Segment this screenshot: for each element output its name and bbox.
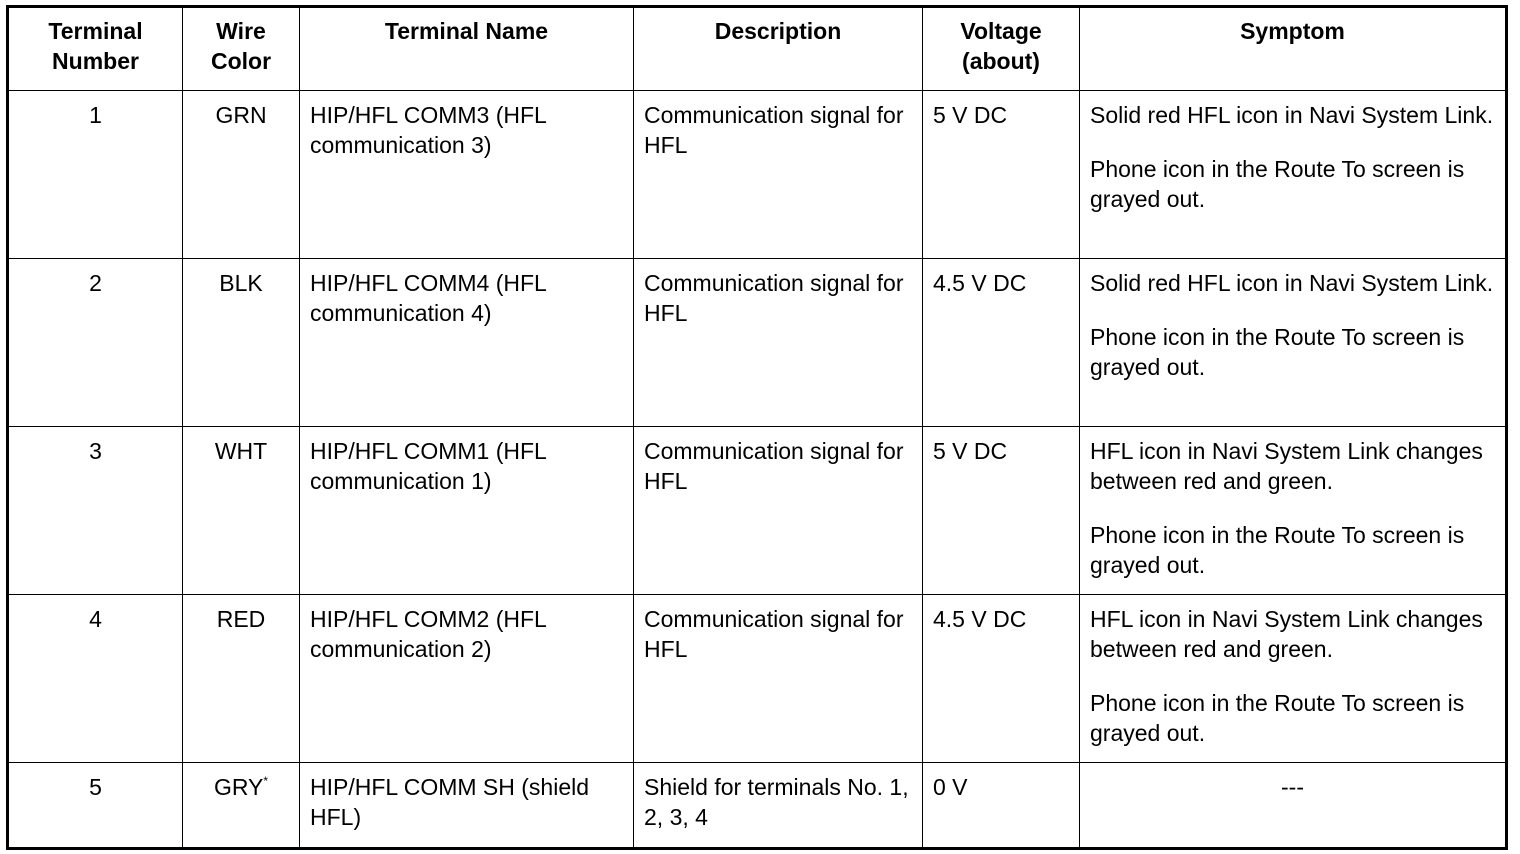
table-row [8,595,1507,763]
description-cell: Communication signal for HFL [634,91,923,259]
wire-color-cell: GRN [183,91,300,259]
symptom-text: Phone icon in the Route To screen is grayed out. [1090,156,1465,212]
table-row [8,763,1507,849]
wire-footnote-mark: * [263,774,269,788]
table-row [8,427,1507,595]
header-row [8,7,1507,91]
description-cell: Communication signal for HFL [634,259,923,427]
symptom-text: Solid red HFL icon in Navi System Link. [1090,102,1494,128]
symptom-text: Phone icon in the Route To screen is grayed out. [1090,522,1465,578]
table-row [8,91,1507,259]
table-row [8,259,1507,427]
terminal-name-cell: HIP/HFL COMM2 (HFL communication 2) [300,595,634,763]
terminal-name-cell: HIP/HFL COMM1 (HFL communication 1) [300,427,634,595]
header-voltage: Voltage (about) [923,7,1080,91]
voltage-cell: 4.5 V DC [923,595,1080,763]
header-description: Description [634,7,923,91]
wire-color-cell: GRY* [183,763,300,849]
header-terminal-name: Terminal Name [300,7,634,91]
terminal-name-cell: HIP/HFL COMM4 (HFL communication 4) [300,259,634,427]
description-cell: Shield for terminals No. 1, 2, 3, 4 [634,763,923,849]
header-wire-color: Wire Color [183,7,300,91]
terminal-number-cell: 5 [8,763,183,849]
voltage-cell: 4.5 V DC [923,259,1080,427]
symptom-cell [1080,259,1507,427]
wire-color-cell: BLK [183,259,300,427]
wire-color-cell: RED [183,595,300,763]
symptom-text: Phone icon in the Route To screen is grayed out. [1090,324,1465,380]
terminal-number-cell: 4 [8,595,183,763]
symptom-text: HFL icon in Navi System Link changes between red and green. [1090,606,1483,662]
symptom-cell [1080,763,1507,849]
symptom-cell [1080,595,1507,763]
terminal-table [6,5,1508,850]
description-cell: Communication signal for HFL [634,427,923,595]
symptom-text: Phone icon in the Route To screen is grayed out. [1090,690,1465,746]
terminal-table-container [6,5,1508,848]
terminal-number-cell: 3 [8,427,183,595]
symptom-text: HFL icon in Navi System Link changes between red and green. [1090,438,1483,494]
terminal-name-cell: HIP/HFL COMM SH (shield HFL) [300,763,634,849]
symptom-text: --- [1281,774,1304,800]
terminal-name-cell: HIP/HFL COMM3 (HFL communication 3) [300,91,634,259]
symptom-cell [1080,91,1507,259]
header-terminal-number: Terminal Number [8,7,183,91]
wire-color-cell: WHT [183,427,300,595]
voltage-cell: 5 V DC [923,427,1080,595]
header-symptom: Symptom [1080,7,1507,91]
terminal-number-cell: 1 [8,91,183,259]
symptom-text: Solid red HFL icon in Navi System Link. [1090,270,1494,296]
description-cell: Communication signal for HFL [634,595,923,763]
voltage-cell: 0 V [923,763,1080,849]
symptom-cell [1080,427,1507,595]
voltage-cell: 5 V DC [923,91,1080,259]
terminal-number-cell: 2 [8,259,183,427]
